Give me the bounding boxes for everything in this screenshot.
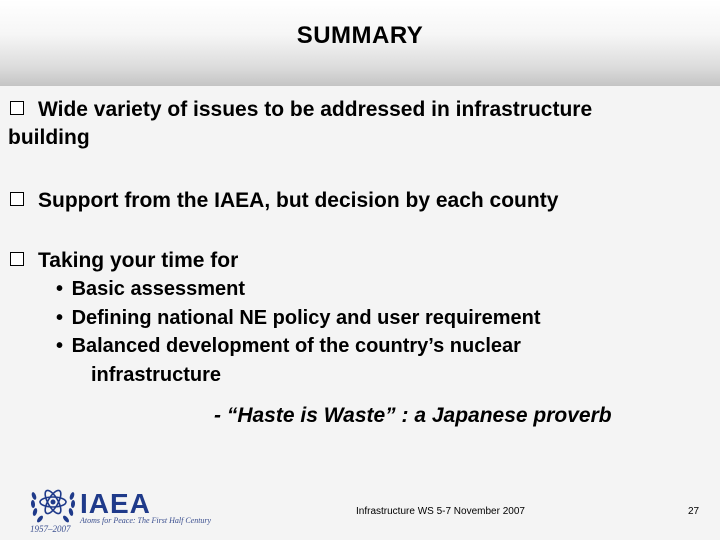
proverb-quote: - “Haste is Waste” : a Japanese proverb — [214, 404, 612, 427]
sub-bullet-list — [8, 275, 698, 361]
iaea-logo — [28, 480, 228, 536]
logo-tagline: Atoms for Peace: The First Half Century — [80, 516, 212, 525]
checkbox-bullet-icon — [10, 192, 24, 206]
bullet-3-text: Taking your time for — [38, 249, 239, 272]
footer-event: Infrastructure WS 5-7 November 2007 — [356, 506, 525, 517]
logo-years: 1957–2007 — [30, 524, 71, 534]
bullet-2-text: Support from the IAEA, but decision by each county — [38, 189, 559, 212]
logo-wordmark: IAEA — [80, 488, 151, 519]
bullet-dot-icon: • — [56, 306, 64, 329]
bullet-dot-icon: • — [56, 335, 64, 357]
sub-bullet-item — [8, 332, 698, 361]
sub-bullet-item — [8, 304, 698, 333]
sub-bullet-continuation: infrastructure — [91, 363, 222, 386]
bullet-3 — [8, 247, 698, 389]
page-number: 27 — [688, 506, 700, 517]
bullet-1-text: Wide variety of issues to be addressed in infrastructure — [38, 98, 593, 121]
sub-bullet-item — [8, 275, 698, 304]
bullet-2 — [8, 187, 698, 215]
checkbox-bullet-icon — [10, 252, 24, 266]
sub-bullet-text: Defining national NE policy and user requirement — [71, 306, 541, 329]
atom-laurel-icon — [28, 482, 78, 528]
bullet-1 — [8, 96, 698, 152]
sub-bullet-text: Balanced development of the country’s nuclear — [71, 335, 521, 357]
sub-bullet-text: Basic assessment — [71, 278, 246, 300]
bullet-dot-icon: • — [56, 278, 64, 300]
checkbox-bullet-icon — [10, 101, 24, 115]
slide-title: SUMMARY — [296, 22, 424, 49]
bullet-1-continuation: building — [8, 126, 90, 149]
